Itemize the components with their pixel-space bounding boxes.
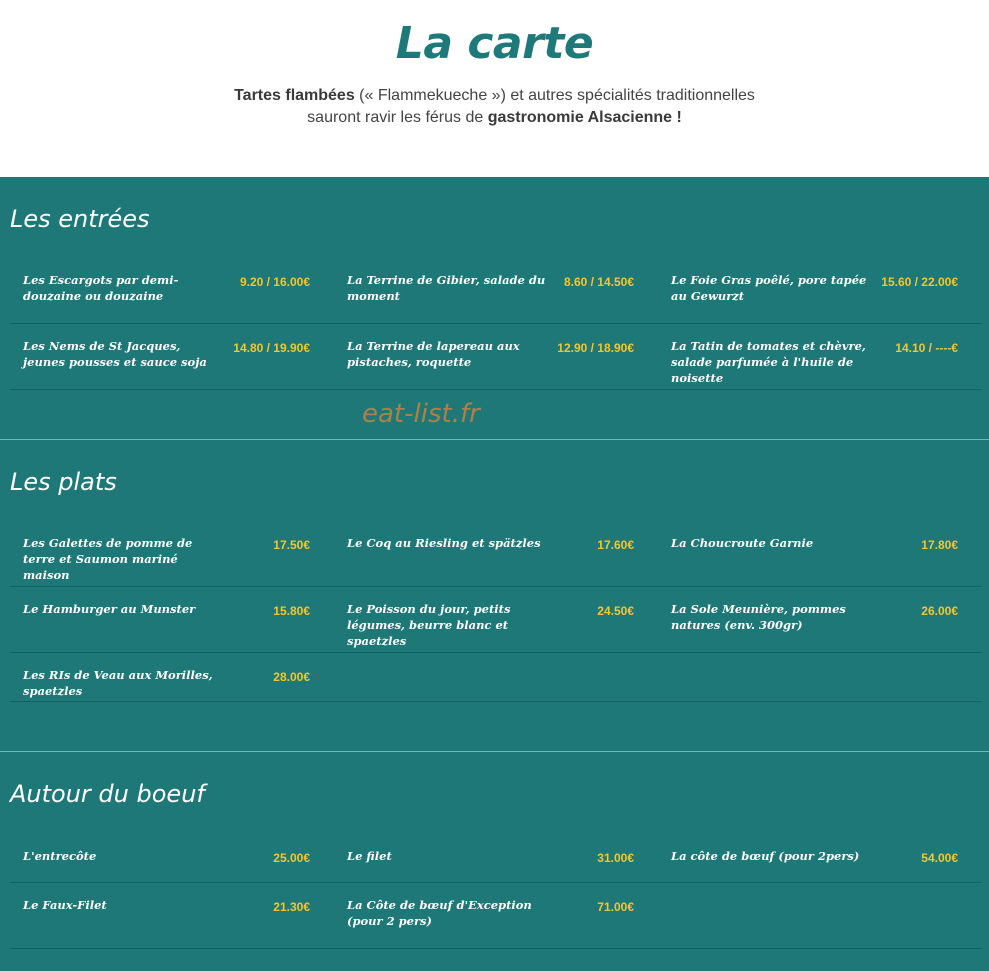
item-price: 17.50€ [273,538,310,552]
section-title-entrees: Les entrées [10,205,150,233]
item-name: Les RIs de Veau aux Morilles, spaetzles [23,668,213,698]
item-price: 71.00€ [597,900,634,914]
item-price: 17.60€ [597,538,634,552]
item-price: 14.80 / 19.90€ [233,341,310,355]
intro-line-2 [0,107,989,129]
table-row [10,587,981,653]
item-name: Le Foie Gras poêlé, pore tapée au Gewurzt [671,273,867,303]
table-row [10,526,981,587]
item-price: 26.00€ [921,604,958,618]
table-row [10,839,981,883]
item-price: 15.80€ [273,604,310,618]
intro-bold-2: gastronomie Alsacienne ! [487,109,682,126]
section-divider [0,751,989,752]
item-name: Le Hamburger au Munster [23,602,196,616]
item-name: Les Escargots par demi-douzaine ou douzaine [23,273,179,303]
item-name: La Tatin de tomates et chèvre, salade parfumée à l'huile de noisette [671,339,866,385]
item-name: La Sole Meunière, pommes natures (env. 300gr) [671,602,846,632]
intro-rest-2: sauront ravir les férus de [307,109,488,126]
item-name: La côte de bœuf (pour 2pers) [671,849,860,863]
page-header [0,0,989,177]
item-name: L'entrecôte [23,849,97,863]
intro-text [0,85,989,129]
menu-panel [0,177,989,971]
item-price: 14.10 / ----€ [895,341,958,355]
item-price: 17.80€ [921,538,958,552]
item-price: 24.50€ [597,604,634,618]
intro-line-1 [0,85,989,107]
page-title: La carte [395,18,594,69]
item-name: 31.00€ [597,851,634,865]
table-row [10,324,981,390]
item-price: 54.00€ [921,851,958,865]
item-price: 25.00€ [273,851,310,865]
item-price: 21.30€ [273,900,310,914]
section-title-plats: Les plats [10,468,117,496]
section-divider [0,439,989,440]
item-name: Le filet [347,849,392,863]
item-name: La Choucroute Garnie [671,536,814,550]
item-name: La Côte de bœuf d'Exception (pour 2 pers) [347,898,532,928]
item-price: 12.90 / 18.90€ [557,341,634,355]
item-price: 8.60 / 14.50€ [563,275,634,289]
item-name: Les Nems de St Jacques, jeunes pousses et sauce soja [23,339,207,369]
table-row [10,883,981,949]
item-name: Le Faux-Filet [23,898,107,912]
item-name: Les Galettes de pomme de terre et Saumon mariné maison [23,536,193,582]
section-title-boeuf: Autour du boeuf [10,780,205,808]
item-name: Le Coq au Riesling et spätzles [347,536,541,550]
item-name: La Terrine de lapereau aux pistaches, roquette [347,339,520,369]
intro-rest-1: (« Flammekueche ») et autres spécialités traditionnelles [354,87,755,104]
watermark-text: eat-list.fr [362,399,480,429]
item-price: 9.20 / 16.00€ [239,275,310,289]
item-price: 15.60 / 22.00€ [881,275,958,289]
item-price: 28.00€ [273,670,310,684]
table-row [10,653,981,702]
intro-bold-1: Tartes flambées [234,87,355,104]
item-name: La Terrine de Gibier, salade du moment [347,273,546,303]
item-name: Le Poisson du jour, petits légumes, beurre blanc et spaetzles [347,602,511,648]
table-row [10,263,981,324]
